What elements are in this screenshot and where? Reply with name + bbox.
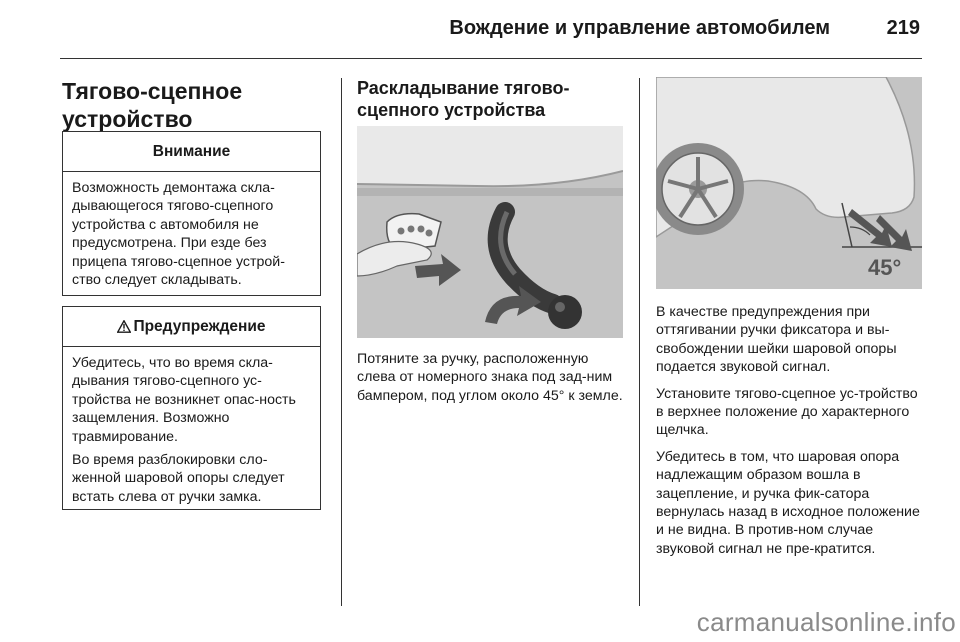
watermark: carmanualsonline.info — [696, 607, 956, 637]
instruction-paragraph-2: Установите тягово-сцепное ус-тройство в верхнее положение до характерного щелчка. — [656, 385, 918, 439]
subsection-title: Раскладывание тягово-сцепного устройства — [357, 78, 570, 120]
instruction-paragraph-1: В качестве предупреждения при оттягивании ручки фиксатора и вы-свобождении шейки шаровой опоры подается звуковой сигнал. — [656, 304, 897, 376]
header-rule — [60, 58, 922, 59]
warning-body — [63, 347, 320, 517]
warning-heading-row — [63, 307, 320, 347]
warning-box — [62, 306, 321, 510]
warning-heading: Предупреждение — [133, 318, 266, 335]
attention-heading: Внимание — [63, 132, 320, 172]
page-number: 219 — [886, 17, 920, 39]
warning-triangle-icon — [117, 309, 131, 348]
header-title: Вождение и управление автомобилем — [449, 17, 830, 39]
attention-box — [62, 131, 321, 296]
angle-label: 45° — [868, 255, 902, 280]
instructions-column — [656, 303, 926, 566]
instruction-paragraph-3: Убедитесь в том, что шаровая опора надлежащим образом вошла в зацепление, и ручка фик-сатора вернулась назад в исходное положение и не видна. В против-ном случае звуковой сигнал не пре-кратится. — [656, 448, 920, 557]
column-divider-1 — [341, 78, 342, 606]
warning-paragraph-1: Убедитесь, что во время скла-дывания тягово-сцепного ус-тройства не возникнет опас-ность защемления. Возможно травмирование. — [72, 355, 296, 445]
attention-paragraph: Возможность демонтажа скла-дывающегося тягово-сцепного устройства с автомобиля не предусмотрена. При езде без прицепа тягово-сцепное устрой-ство следует складывать. — [72, 180, 285, 289]
attention-body — [63, 172, 320, 300]
section-title: Тягово-сцепное устройство — [62, 78, 243, 132]
column-divider-2 — [639, 78, 640, 606]
warning-paragraph-2: Во время разблокировки сло-женной шаровой опоры следует встать слева от ручки замка. — [72, 452, 285, 505]
tow-hitch-angle-illustration — [656, 77, 922, 289]
figure1-caption: Потяните за ручку, расположенную слева от номерного знака под зад-ним бампером, под углом около 45° к земле. — [357, 351, 623, 404]
page-header — [60, 0, 922, 60]
tow-hitch-handle-illustration — [357, 126, 623, 338]
